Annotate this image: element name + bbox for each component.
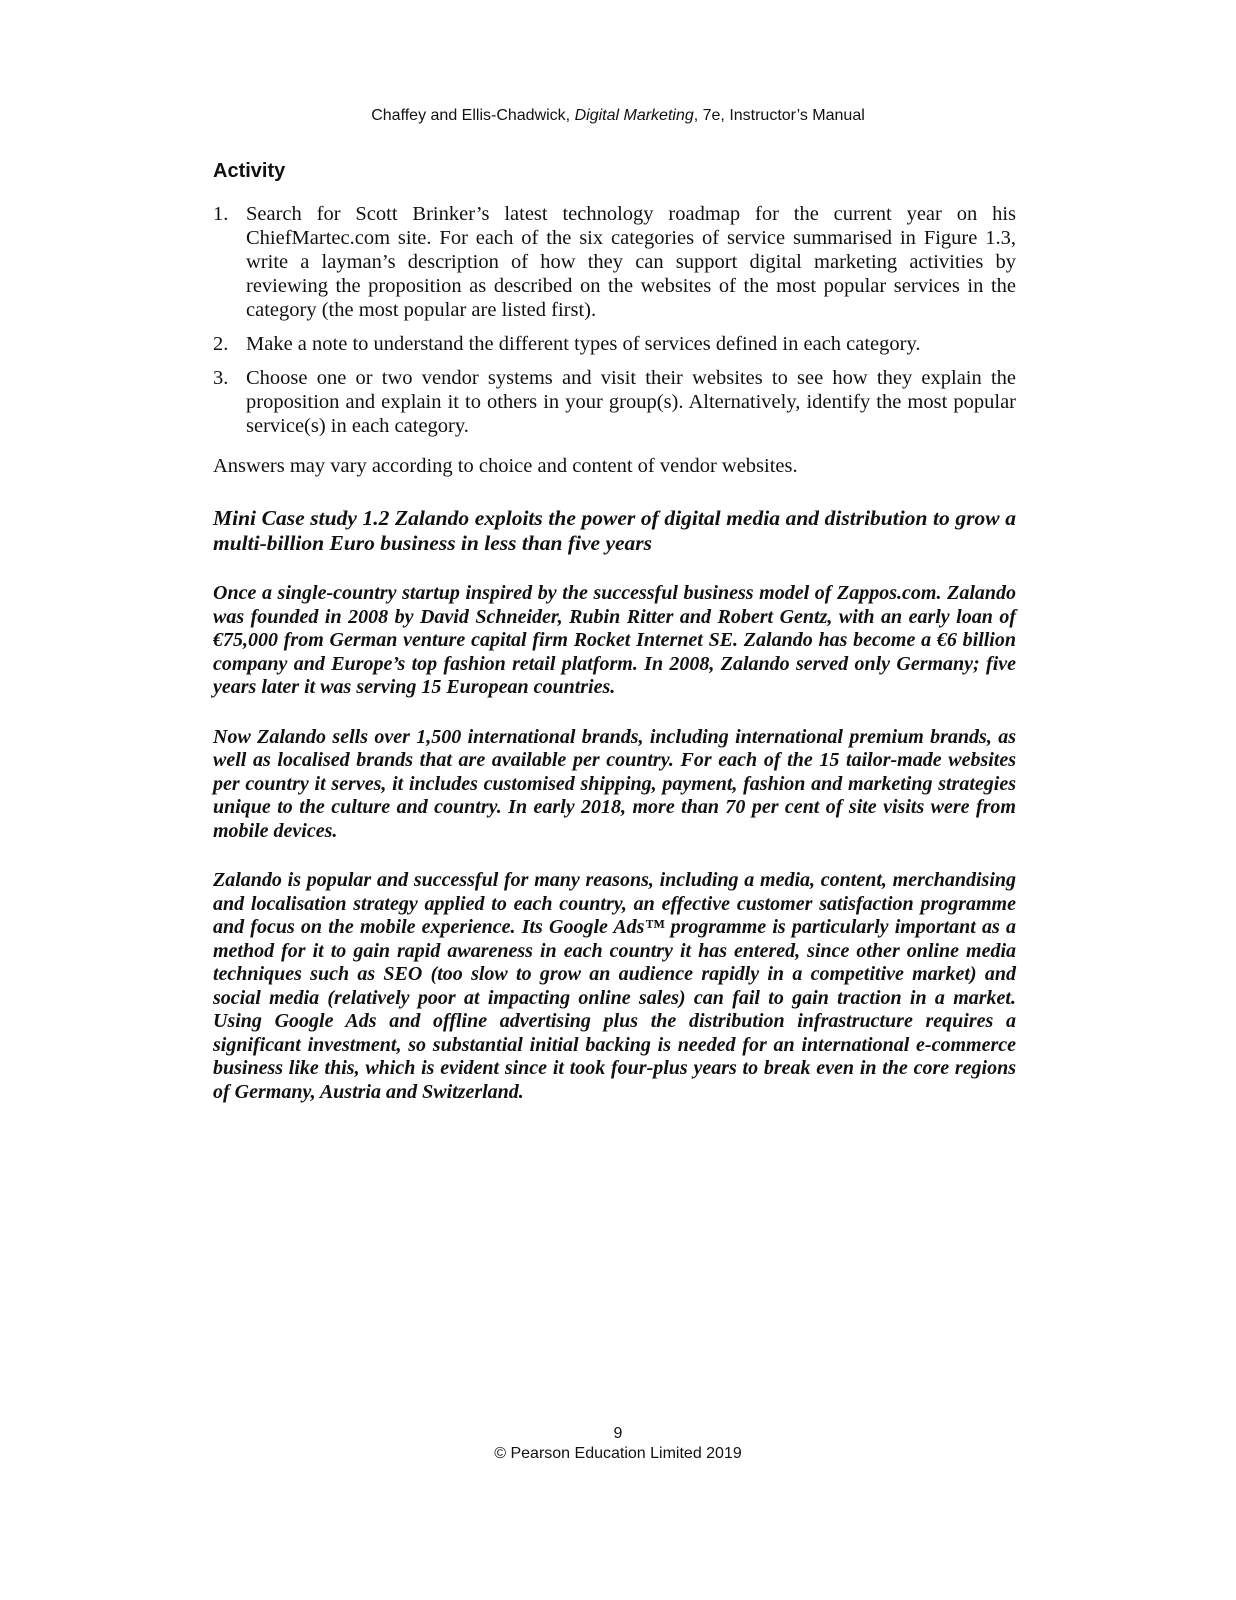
activity-item-text: Choose one or two vendor systems and visit their websites to see how they explain the proposition and explain it to others in your group(s). Alternatively, identify the most popular service(s) in each category. (246, 367, 1016, 437)
activity-item-number: 1. (213, 203, 229, 225)
header-book-title: Digital Marketing (574, 107, 694, 124)
header-authors: Chaffey and Ellis-Chadwick, (371, 107, 575, 124)
copyright-notice: © Pearson Education Limited 2019 (494, 1445, 742, 1462)
answers-note: Answers may vary according to choice and content of vendor websites. (213, 455, 798, 477)
header-edition: , 7e, Instructor’s Manual (693, 107, 865, 124)
activity-item-text: Make a note to understand the different types of services defined in each category. (246, 333, 921, 355)
page-footer (0, 1424, 1236, 1464)
activity-heading: Activity (213, 160, 286, 182)
mini-case-paragraph: Zalando is popular and successful for many reasons, including a media, content, merchandising and localisation strategy applied to each country, an effective customer satisfaction programme and focus on the mobile experience. Its Google Ads™ programme is particularly important as a method for it to gain rapid awareness in each country it has entered, since other online media techniques such as SEO (too slow to grow an audience rapidly in a competitive market) and social media (relatively poor at impacting online sales) can fail to gain traction in a market. Using Google Ads and offline advertising plus the distribution infrastructure requires a significant investment, so substantial initial backing is needed for an international e-commerce business like this, which is evident since it took four-plus years to break even in the core regions of Germany, Austria and Switzerland. (213, 869, 1016, 1103)
mini-case-paragraph: Now Zalando sells over 1,500 international brands, including international premium brands, as well as localised brands that are available per country. For each of the 15 tailor-made websites per country it serves, it includes customised shipping, payment, fashion and marketing strategies unique to the culture and country. In early 2018, more than 70 per cent of site visits were from mobile devices. (213, 725, 1016, 842)
mini-case-title: Mini Case study 1.2 Zalando exploits the power of digital media and distribution to grow a multi-billion Euro business in less than five years (213, 506, 1016, 555)
activity-item-number: 3. (213, 367, 229, 389)
activity-item-number: 2. (213, 333, 229, 355)
activity-item (213, 332, 1016, 356)
page-body (213, 158, 1016, 1104)
activity-item-text: Search for Scott Brinker’s latest technology roadmap for the current year on his ChiefMartec.com site. For each of the six categories of service summarised in Figure 1.3, write a layman’s description of how they can support digital marketing activities by reviewing the proposition as described on the websites of the most popular services in the category (the most popular are listed first). (246, 203, 1016, 321)
mini-case-paragraph: Once a single-country startup inspired by the successful business model of Zappos.com. Zalando was founded in 2008 by David Schneider, Rubin Ritter and Robert Gentz, with an early loan of €75,000 from German venture capital firm Rocket Internet SE. Zalando has become a €6 billion company and Europe’s top fashion retail platform. In 2008, Zalando served only Germany; five years later it was serving 15 European countries. (213, 582, 1016, 698)
running-header (0, 106, 1236, 126)
activity-list (213, 202, 1016, 438)
activity-item (213, 202, 1016, 322)
page-number: 9 (613, 1425, 623, 1442)
activity-item (213, 366, 1016, 438)
